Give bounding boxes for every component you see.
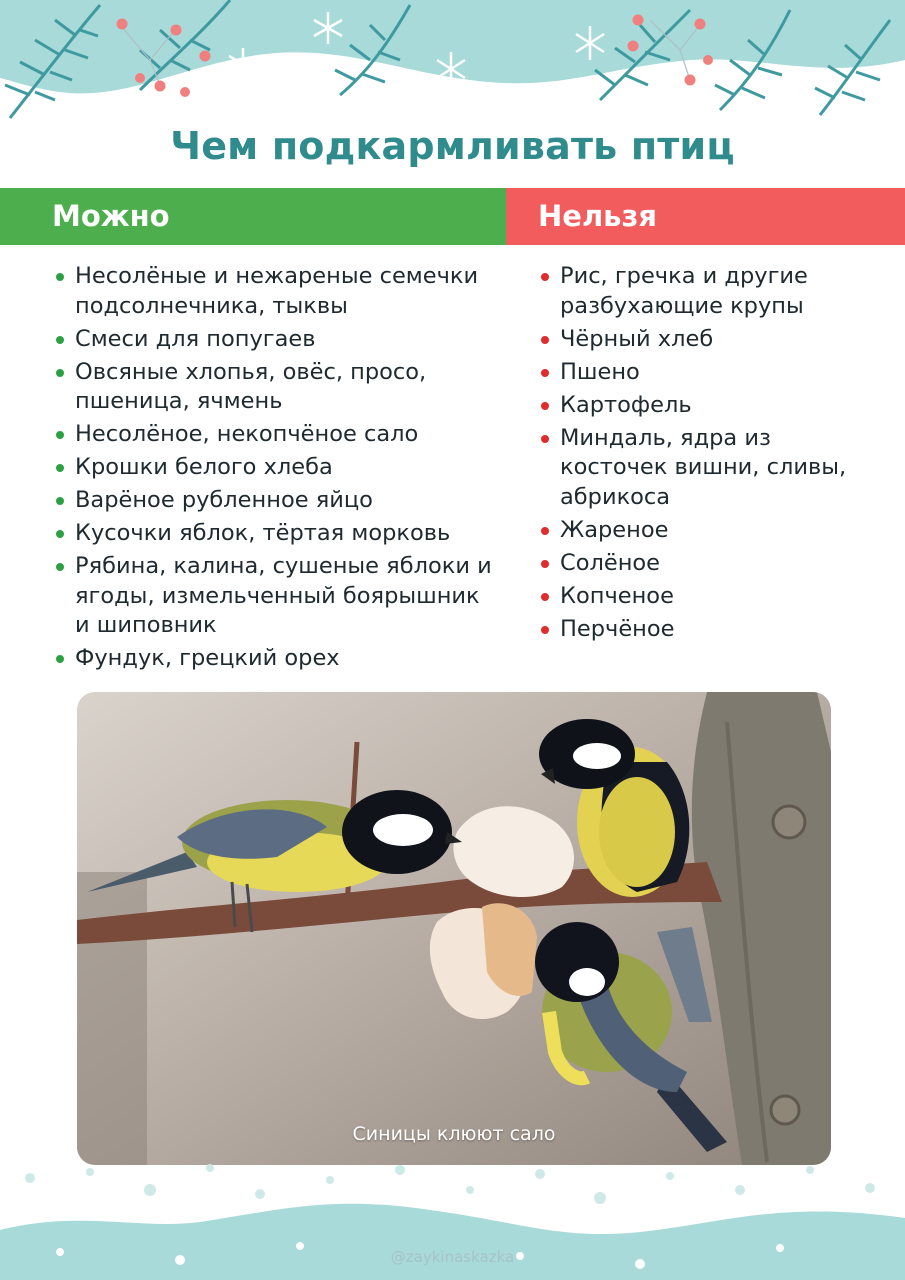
list-item: Картофель bbox=[540, 391, 880, 421]
allowed-header: Можно bbox=[0, 188, 506, 245]
list-item: Копченое bbox=[540, 582, 880, 612]
list-item: Смеси для попугаев bbox=[55, 325, 495, 355]
list-item: Чёрный хлеб bbox=[540, 325, 880, 355]
list-item: Несолёное, некопчёное сало bbox=[55, 420, 495, 450]
list-item: Перчёное bbox=[540, 615, 880, 645]
titmice-illustration bbox=[77, 692, 831, 1165]
list-item: Рис, гречка и другие разбухающие крупы bbox=[540, 262, 880, 321]
allowed-list bbox=[55, 262, 495, 677]
list-item: Кусочки яблок, тёртая морковь bbox=[55, 519, 495, 549]
list-item: Жареное bbox=[540, 516, 880, 546]
watermark: @zaykinaskazka bbox=[390, 1248, 515, 1266]
list-item: Солёное bbox=[540, 549, 880, 579]
snow-dots bbox=[25, 1164, 875, 1204]
header-winter-decoration bbox=[0, 0, 905, 135]
forbidden-list bbox=[540, 262, 880, 648]
list-item: Рябина, калина, сушеные яблоки и ягоды, измельченный боярышник и шиповник bbox=[55, 552, 495, 641]
footer-snow-wave bbox=[0, 1204, 905, 1280]
list-item: Варёное рубленное яйцо bbox=[55, 486, 495, 516]
list-item: Фундук, грецкий орех bbox=[55, 644, 495, 674]
list-item: Пшено bbox=[540, 358, 880, 388]
list-item: Несолёные и нежареные семечки подсолнечника, тыквы bbox=[55, 262, 495, 321]
list-item: Миндаль, ядра из косточек вишни, сливы, абрикоса bbox=[540, 424, 880, 513]
titmice-photo bbox=[77, 692, 831, 1165]
list-item: Крошки белого хлеба bbox=[55, 453, 495, 483]
list-item: Овсяные хлопья, овёс, просо, пшеница, ячмень bbox=[55, 358, 495, 417]
forbidden-header: Нельзя bbox=[506, 188, 905, 245]
page-title: Чем подкармливать птиц bbox=[170, 124, 735, 168]
photo-caption: Синицы клюют сало bbox=[352, 1123, 556, 1145]
